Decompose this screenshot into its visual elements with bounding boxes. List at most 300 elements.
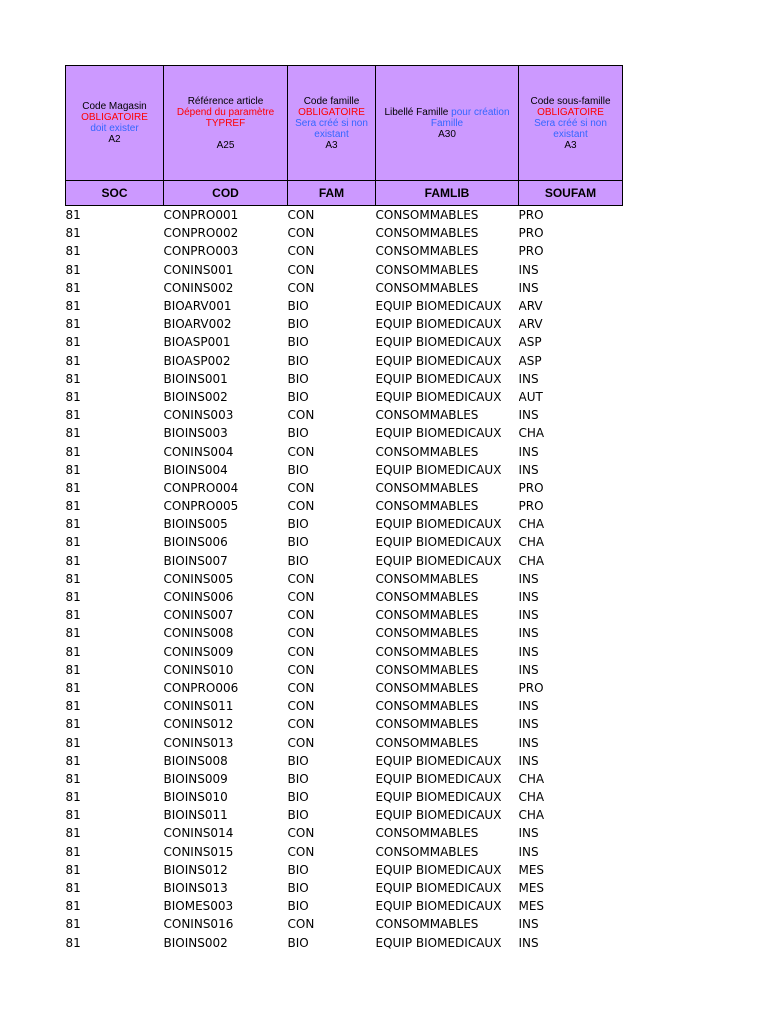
cell-fam[interactable]: BIO [287,862,309,877]
cell-soc[interactable]: 81 [65,699,81,714]
cell-cod[interactable]: BIOINS002 [163,935,228,950]
cell-fam[interactable]: BIO [287,462,309,477]
table-row [66,788,623,806]
cell-famlib[interactable]: EQUIP BIOMEDICAUX [375,881,502,896]
cell-fam[interactable]: CON [287,226,315,241]
cell-cod[interactable]: CONPRO006 [163,680,239,695]
cell-famlib[interactable]: CONSOMMABLES [375,735,479,750]
table-row [66,552,623,570]
cell-cod[interactable]: BIOINS009 [163,771,228,786]
table-row [66,824,623,842]
cell-famlib[interactable]: EQUIP BIOMEDICAUX [375,862,502,877]
cell-fam[interactable]: CON [287,590,315,605]
cell-fam[interactable]: CON [287,208,315,223]
header-description-line [288,107,375,118]
cell-soc[interactable]: 81 [65,735,81,750]
cell-cod[interactable]: BIOMES003 [163,899,234,914]
cell-fam[interactable]: CON [287,408,315,423]
table-row [66,479,623,497]
cell-famlib[interactable]: CONSOMMABLES [375,717,479,732]
cell-soc[interactable]: 81 [65,462,81,477]
header-description-text: Code famille [303,95,360,107]
header-description-text: A3 [325,139,338,151]
header-description-line [288,118,375,129]
cell-famlib[interactable]: CONSOMMABLES [375,826,479,841]
cell-fam[interactable]: BIO [287,317,309,332]
cell-cod[interactable]: BIOINS004 [163,462,228,477]
cell-cod[interactable]: CONINS004 [163,444,234,459]
cell-soufam[interactable]: PRO [518,208,544,223]
cell-cod[interactable]: CONINS014 [163,826,234,841]
table-row [66,752,623,770]
cell-soc[interactable]: 81 [65,644,81,659]
cell-soufam[interactable]: INS [518,644,539,659]
cell-famlib[interactable]: EQUIP BIOMEDICAUX [375,935,502,950]
cell-cod[interactable]: CONINS003 [163,408,234,423]
cell-soc[interactable]: 81 [65,881,81,896]
cell-famlib[interactable]: CONSOMMABLES [375,408,479,423]
cell-famlib[interactable]: CONSOMMABLES [375,590,479,605]
cell-famlib[interactable]: CONSOMMABLES [375,499,479,514]
cell-soufam[interactable]: INS [518,626,539,641]
header-description-text: TYPREF [205,117,246,129]
cell-fam[interactable]: CON [287,662,315,677]
cell-fam[interactable]: BIO [287,753,309,768]
cell-soc[interactable]: 81 [65,499,81,514]
cell-cod[interactable]: CONINS008 [163,626,234,641]
cell-cod[interactable]: BIOINS012 [163,862,228,877]
cell-cod[interactable]: CONPRO004 [163,480,239,495]
cell-famlib[interactable]: EQUIP BIOMEDICAUX [375,335,502,350]
table-row [66,570,623,588]
header-description-text: Famille [430,117,464,129]
header-description-line [164,96,287,107]
cell-famlib[interactable]: CONSOMMABLES [375,680,479,695]
table-row [66,370,623,388]
table-row [66,770,623,788]
cell-soufam[interactable]: INS [518,462,539,477]
cell-cod[interactable]: BIOINS002 [163,389,228,404]
table-row [66,333,623,351]
header-description-text: OBLIGATOIRE [81,112,148,123]
cell-fam[interactable]: BIO [287,389,309,404]
cell-fam[interactable]: CON [287,626,315,641]
cell-cod[interactable]: BIOINS007 [163,553,228,568]
cell-fam[interactable]: BIO [287,371,309,386]
cell-soufam[interactable]: INS [518,753,539,768]
cell-soufam[interactable]: INS [518,917,539,932]
cell-soc[interactable]: 81 [65,371,81,386]
cell-fam[interactable]: BIO [287,299,309,314]
cell-soc[interactable]: 81 [65,208,81,223]
column-header-soc[interactable]: SOC [66,181,164,206]
cell-famlib[interactable]: EQUIP BIOMEDICAUX [375,317,502,332]
column-header-soufam[interactable]: SOUFAM [519,181,623,206]
cell-cod[interactable]: BIOINS013 [163,881,228,896]
cell-famlib[interactable]: CONSOMMABLES [375,280,479,295]
cell-soufam[interactable]: INS [518,844,539,859]
header-description-fam[interactable] [288,66,376,181]
cell-cod[interactable]: CONINS001 [163,262,234,277]
cell-famlib[interactable]: CONSOMMABLES [375,480,479,495]
cell-cod[interactable]: CONINS012 [163,717,234,732]
cell-famlib[interactable]: CONSOMMABLES [375,571,479,586]
column-header-cod[interactable]: COD [164,181,288,206]
header-description-line [164,129,287,140]
cell-fam[interactable]: BIO [287,935,309,950]
cell-fam[interactable]: CON [287,826,315,841]
cell-soc[interactable]: 81 [65,626,81,641]
cell-cod[interactable]: CONPRO003 [163,244,239,259]
cell-soufam[interactable]: CHA [518,426,545,441]
header-description-line [66,134,163,145]
cell-fam[interactable]: BIO [287,881,309,896]
header-description-text: existant [314,128,349,140]
header-description-text: Libellé Famille [384,106,452,118]
cell-soc[interactable]: 81 [65,244,81,259]
header-description-line [288,140,375,151]
cell-soufam[interactable]: CHA [518,790,545,805]
cell-soc[interactable]: 81 [65,899,81,914]
cell-soufam[interactable]: INS [518,444,539,459]
cell-famlib[interactable]: EQUIP BIOMEDICAUX [375,553,502,568]
cell-famlib[interactable]: EQUIP BIOMEDICAUX [375,899,502,914]
cell-soc[interactable]: 81 [65,262,81,277]
cell-soc[interactable]: 81 [65,862,81,877]
cell-soc[interactable]: 81 [65,317,81,332]
cell-soufam[interactable]: MES [518,899,545,914]
cell-fam[interactable]: BIO [287,426,309,441]
cell-famlib[interactable]: EQUIP BIOMEDICAUX [375,790,502,805]
header-description-line [66,101,163,112]
table-row [66,242,623,260]
cell-soufam[interactable]: INS [518,662,539,677]
cell-famlib[interactable]: CONSOMMABLES [375,226,479,241]
cell-soufam[interactable]: CHA [518,517,545,532]
table-row [66,897,623,915]
cell-cod[interactable]: BIOINS001 [163,371,228,386]
table-row [66,352,623,370]
table-row [66,843,623,861]
table-row [66,879,623,897]
cell-soufam[interactable]: INS [518,571,539,586]
cell-soc[interactable]: 81 [65,299,81,314]
cell-famlib[interactable]: CONSOMMABLES [375,444,479,459]
cell-soc[interactable]: 81 [65,426,81,441]
table-row [66,406,623,424]
header-description-line [288,129,375,140]
cell-soufam[interactable]: PRO [518,244,544,259]
cell-famlib[interactable]: CONSOMMABLES [375,662,479,677]
header-description-text: A30 [438,128,456,140]
table-row [66,588,623,606]
table-row [66,861,623,879]
cell-soc[interactable]: 81 [65,389,81,404]
cell-cod[interactable]: CONINS015 [163,844,234,859]
cell-fam[interactable]: BIO [287,517,309,532]
table-row [66,643,623,661]
cell-fam[interactable]: BIO [287,899,309,914]
header-description-line [66,112,163,123]
header-description-line [288,96,375,107]
cell-soufam[interactable]: INS [518,935,539,950]
table-row [66,388,623,406]
cell-cod[interactable]: CONINS007 [163,608,234,623]
cell-soc[interactable]: 81 [65,571,81,586]
cell-fam[interactable]: BIO [287,771,309,786]
header-description-line [519,96,622,107]
cell-cod[interactable]: CONINS009 [163,644,234,659]
header-description-text: Dépend du paramètre [176,106,275,118]
cell-soc[interactable]: 81 [65,353,81,368]
cell-cod[interactable]: CONINS011 [163,699,234,714]
cell-famlib[interactable]: EQUIP BIOMEDICAUX [375,535,502,550]
cell-fam[interactable]: CON [287,844,315,859]
header-description-line [164,140,287,151]
cell-soufam[interactable]: INS [518,262,539,277]
header-description-soufam[interactable] [519,66,623,181]
cell-famlib[interactable]: EQUIP BIOMEDICAUX [375,353,502,368]
cell-famlib[interactable]: CONSOMMABLES [375,244,479,259]
table-row [66,206,623,225]
cell-soc[interactable]: 81 [65,444,81,459]
cell-cod[interactable]: BIOASP001 [163,335,231,350]
cell-soc[interactable]: 81 [65,480,81,495]
header-code-row [66,181,623,206]
cell-famlib[interactable]: EQUIP BIOMEDICAUX [375,371,502,386]
cell-soufam[interactable]: ASP [518,335,542,350]
cell-fam[interactable]: CON [287,644,315,659]
cell-cod[interactable]: BIOARV002 [163,317,232,332]
cell-cod[interactable]: BIOINS008 [163,753,228,768]
cell-soufam[interactable]: PRO [518,680,544,695]
table-row [66,679,623,697]
header-description-text: Sera créé si non [295,117,368,129]
header-description-text: A3 [564,139,577,151]
cell-soufam[interactable]: CHA [518,808,545,823]
cell-soufam[interactable]: MES [518,862,545,877]
cell-cod[interactable]: CONINS006 [163,590,234,605]
cell-famlib[interactable]: EQUIP BIOMEDICAUX [375,299,502,314]
cell-famlib[interactable]: EQUIP BIOMEDICAUX [375,426,502,441]
cell-famlib[interactable]: EQUIP BIOMEDICAUX [375,808,502,823]
cell-fam[interactable]: BIO [287,790,309,805]
cell-soc[interactable]: 81 [65,717,81,732]
cell-soc[interactable]: 81 [65,753,81,768]
cell-fam[interactable]: BIO [287,353,309,368]
table-row [66,515,623,533]
header-description-soc[interactable] [66,66,164,181]
cell-famlib[interactable]: EQUIP BIOMEDICAUX [375,517,502,532]
cell-famlib[interactable]: CONSOMMABLES [375,626,479,641]
cell-soufam[interactable]: CHA [518,771,545,786]
cell-soufam[interactable]: MES [518,881,545,896]
cell-soc[interactable]: 81 [65,335,81,350]
table-row [66,533,623,551]
cell-famlib[interactable]: CONSOMMABLES [375,844,479,859]
cell-fam[interactable]: BIO [287,535,309,550]
cell-fam[interactable]: CON [287,717,315,732]
header-description-line [164,118,287,129]
cell-soc[interactable]: 81 [65,590,81,605]
cell-soc[interactable]: 81 [65,917,81,932]
cell-soc[interactable]: 81 [65,680,81,695]
cell-soc[interactable]: 81 [65,935,81,950]
header-description-line [519,129,622,140]
cell-soufam[interactable]: AUT [518,389,543,404]
cell-fam[interactable]: BIO [287,335,309,350]
cell-famlib[interactable]: CONSOMMABLES [375,699,479,714]
cell-soufam[interactable]: INS [518,826,539,841]
spreadsheet-table [65,65,623,952]
header-description-cod[interactable] [164,66,288,181]
cell-fam[interactable]: BIO [287,808,309,823]
cell-soufam[interactable]: INS [518,371,539,386]
cell-cod[interactable]: CONPRO005 [163,499,239,514]
cell-cod[interactable]: CONINS002 [163,280,234,295]
cell-fam[interactable]: CON [287,917,315,932]
cell-soc[interactable]: 81 [65,535,81,550]
table-row [66,461,623,479]
cell-soufam[interactable]: CHA [518,553,545,568]
header-description-line [66,123,163,134]
header-description-text: A25 [216,139,235,151]
column-header-fam[interactable]: FAM [288,181,376,206]
header-description-text: Référence article [187,95,264,107]
cell-soc[interactable]: 81 [65,280,81,295]
table-row [66,315,623,333]
cell-fam[interactable]: CON [287,262,315,277]
cell-cod[interactable]: CONINS013 [163,735,234,750]
table-row [66,297,623,315]
header-description-text: A2 [108,134,121,145]
cell-fam[interactable]: CON [287,680,315,695]
cell-soufam[interactable]: INS [518,408,539,423]
table-row [66,934,623,952]
cell-soufam[interactable]: INS [518,699,539,714]
cell-soc[interactable]: 81 [65,844,81,859]
header-description-line [519,118,622,129]
cell-famlib[interactable]: EQUIP BIOMEDICAUX [375,753,502,768]
cell-soufam[interactable]: INS [518,717,539,732]
cell-cod[interactable]: BIOINS006 [163,535,228,550]
cell-famlib[interactable]: CONSOMMABLES [375,917,479,932]
cell-soc[interactable]: 81 [65,808,81,823]
cell-cod[interactable]: CONPRO002 [163,226,239,241]
cell-soufam[interactable]: INS [518,735,539,750]
cell-soufam[interactable]: ARV [518,299,543,314]
cell-fam[interactable]: BIO [287,553,309,568]
header-description-text: doit exister [90,123,139,134]
cell-cod[interactable]: BIOARV001 [163,299,232,314]
cell-soc[interactable]: 81 [65,662,81,677]
cell-famlib[interactable]: EQUIP BIOMEDICAUX [375,771,502,786]
header-description-text: existant [553,128,588,140]
data-rows [66,206,623,952]
cell-cod[interactable]: CONINS010 [163,662,234,677]
cell-soufam[interactable]: PRO [518,480,544,495]
column-header-famlib[interactable]: FAMLIB [376,181,519,206]
cell-fam[interactable]: CON [287,571,315,586]
cell-fam[interactable]: CON [287,444,315,459]
cell-soufam[interactable]: CHA [518,535,545,550]
cell-fam[interactable]: CON [287,244,315,259]
table-row [66,279,623,297]
cell-cod[interactable]: BIOINS011 [163,808,228,823]
header-description-text: pour création [451,106,510,118]
cell-soufam[interactable]: PRO [518,499,544,514]
cell-soufam[interactable]: ASP [518,353,542,368]
header-description-line [376,129,518,140]
cell-cod[interactable]: BIOINS010 [163,790,228,805]
cell-soufam[interactable]: INS [518,280,539,295]
cell-fam[interactable]: CON [287,735,315,750]
table-row [66,442,623,460]
header-description-text: Code sous-famille [530,95,611,107]
header-description-text: OBLIGATOIRE [298,106,365,118]
cell-cod[interactable]: BIOASP002 [163,353,231,368]
cell-famlib[interactable]: CONSOMMABLES [375,208,479,223]
table-row [66,915,623,933]
header-description-text: OBLIGATOIRE [537,106,604,118]
cell-famlib[interactable]: CONSOMMABLES [375,644,479,659]
cell-soc[interactable]: 81 [65,226,81,241]
header-description-famlib[interactable] [376,66,519,181]
cell-cod[interactable]: CONINS005 [163,571,234,586]
cell-soc[interactable]: 81 [65,826,81,841]
cell-soufam[interactable]: PRO [518,226,544,241]
header-description-line [519,107,622,118]
table-row [66,806,623,824]
header-description-line [376,118,518,129]
cell-cod[interactable]: CONPRO001 [163,208,239,223]
header-description-row [66,66,623,181]
cell-cod[interactable]: CONINS016 [163,917,234,932]
cell-fam[interactable]: CON [287,699,315,714]
table-row [66,715,623,733]
table-row [66,224,623,242]
cell-famlib[interactable]: EQUIP BIOMEDICAUX [375,462,502,477]
cell-fam[interactable]: CON [287,608,315,623]
cell-soufam[interactable]: INS [518,590,539,605]
cell-soc[interactable]: 81 [65,608,81,623]
cell-famlib[interactable]: CONSOMMABLES [375,262,479,277]
header-description-text: Sera créé si non [534,117,607,129]
cell-soc[interactable]: 81 [65,517,81,532]
cell-cod[interactable]: BIOINS005 [163,517,228,532]
cell-soc[interactable]: 81 [65,790,81,805]
table-row [66,661,623,679]
cell-fam[interactable]: CON [287,499,315,514]
cell-fam[interactable]: CON [287,280,315,295]
cell-fam[interactable]: CON [287,480,315,495]
table-row [66,261,623,279]
cell-famlib[interactable]: EQUIP BIOMEDICAUX [375,389,502,404]
cell-cod[interactable]: BIOINS003 [163,426,228,441]
cell-soc[interactable]: 81 [65,553,81,568]
cell-soufam[interactable]: INS [518,608,539,623]
cell-soc[interactable]: 81 [65,408,81,423]
cell-soc[interactable]: 81 [65,771,81,786]
cell-soufam[interactable]: ARV [518,317,543,332]
cell-famlib[interactable]: CONSOMMABLES [375,608,479,623]
header-description-line [519,140,622,151]
table-row [66,624,623,642]
header-description-line [376,107,518,118]
table-row [66,606,623,624]
header-description-text: Code Magasin [82,101,147,112]
table-row [66,697,623,715]
